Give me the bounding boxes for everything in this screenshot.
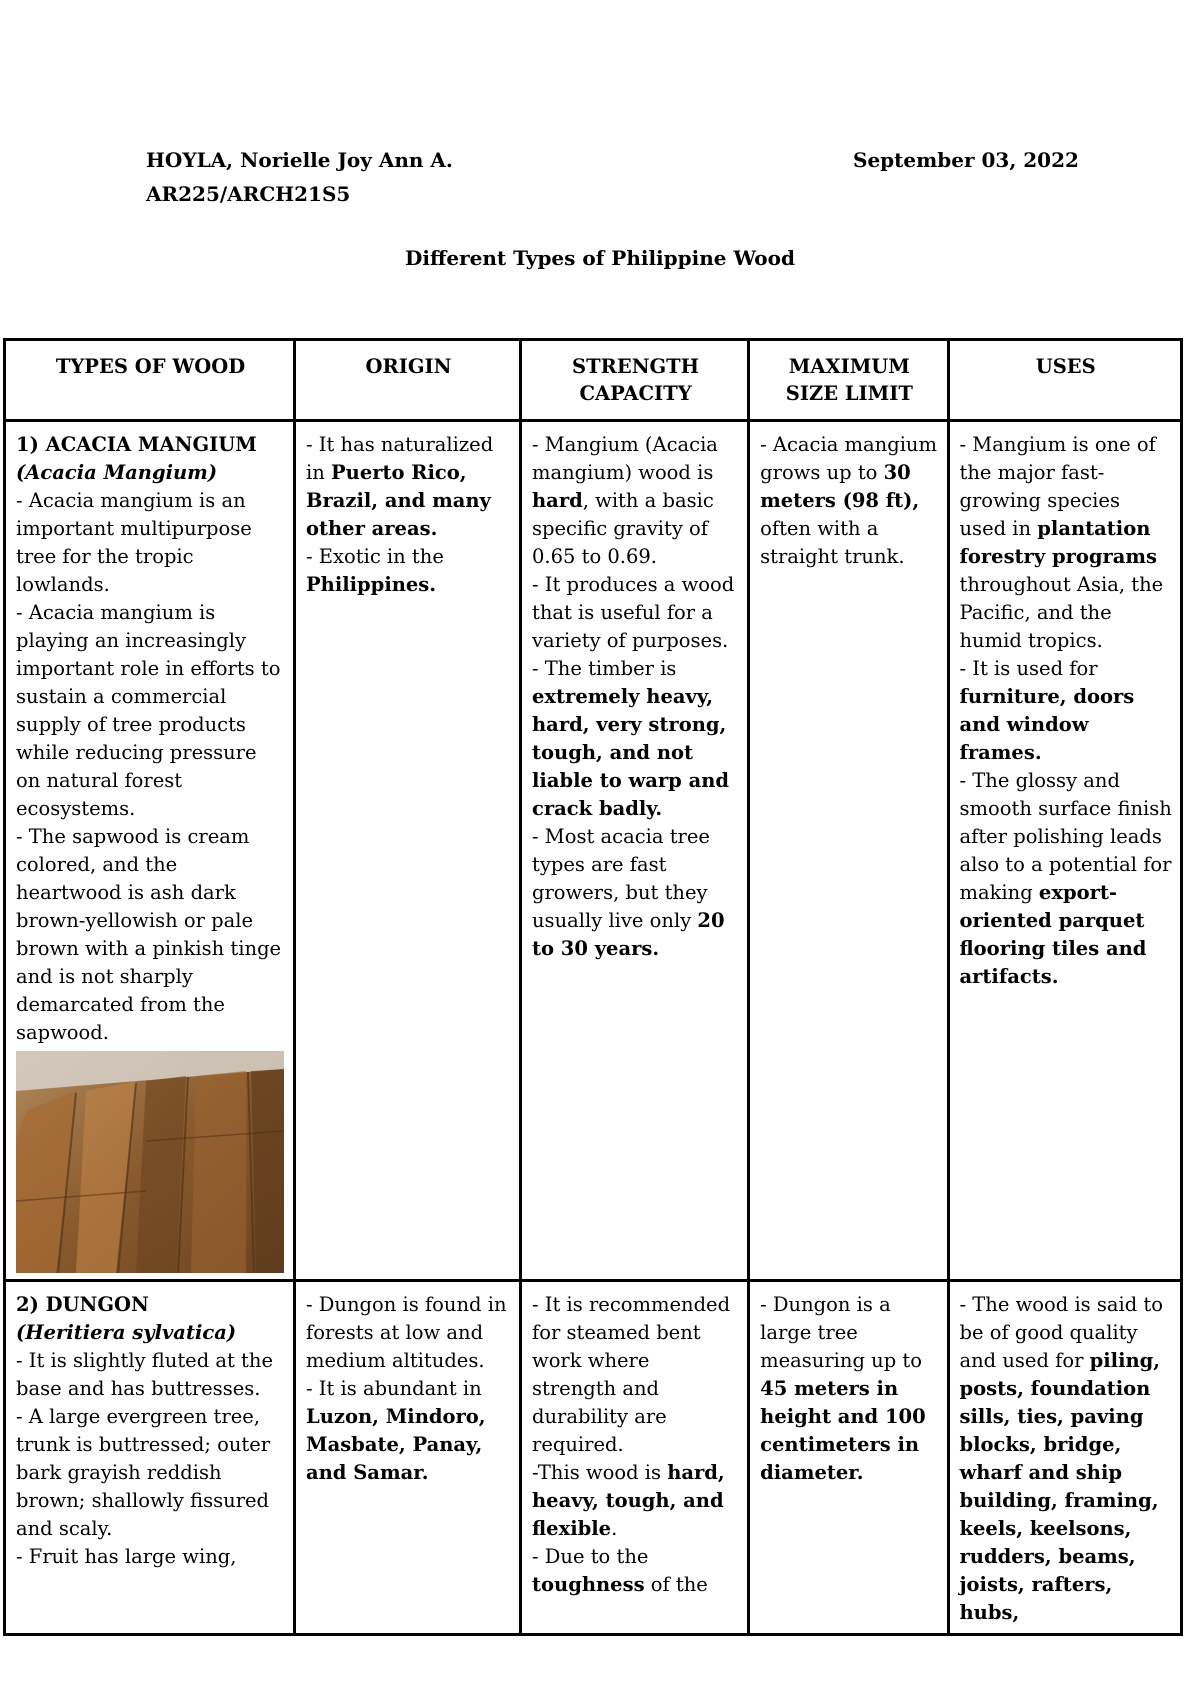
origin-text: - It has naturalized in [305,433,494,484]
origin-places: Luzon, Mindoro, Masbate, Panay, and Samar. [305,1405,486,1484]
uses-text: - The wood is said to be of good quality and used for [959,1293,1164,1372]
origin-text: - Exotic in the [305,545,444,568]
table-row [5,421,1182,1281]
description-line: - Fruit has large wing, [16,1545,237,1568]
size-emphasis: 45 meters in height and 100 centimeters in diameter. [760,1377,926,1484]
uses-text: - Mangium is one of the major fast-growing species used in [959,433,1156,540]
column-header-types: TYPES OF WOOD [5,340,295,421]
uses-cell [948,421,1182,1281]
origin-text: - It is abundant in [305,1377,482,1400]
strength-text: -This wood is [532,1461,668,1484]
strength-text: - It is recommended for steamed bent work where strength and durability are required. [532,1293,731,1456]
strength-text: - Most acacia tree types are fast growers, but they usually live only [532,825,710,932]
wood-name: 1) ACACIA MANGIUM [16,433,257,456]
wood-types-table [3,338,1183,1636]
column-header-uses: USES [948,340,1182,421]
origin-cell [294,421,520,1281]
wood-type-cell [5,1281,295,1635]
description-line: - It is slightly fluted at the base and has buttresses. [16,1349,273,1400]
wood-name: 2) DUNGON [16,1293,149,1316]
uses-text: throughout Asia, the Pacific, and the humid tropics. [959,573,1164,652]
table-header-row [5,340,1182,421]
size-text: - Dungon is a large tree measuring up to [760,1293,922,1372]
description-line: - Acacia mangium is an important multipurpose tree for the tropic lowlands. [16,489,252,596]
uses-emphasis: export-oriented parquet flooring tiles and artifacts. [959,881,1147,988]
uses-emphasis: piling, posts, foundation sills, ties, paving blocks, bridge, wharf and ship building, framing, keels, keelsons, rudders, beams, joists, rafters, hubs, [959,1349,1161,1624]
strength-text: of the [644,1573,708,1596]
size-cell [749,421,948,1281]
column-header-origin: ORIGIN [294,340,520,421]
acacia-wood-photo [16,1051,284,1273]
uses-cell [948,1281,1182,1635]
document-date: September 03, 2022 [853,148,1079,172]
strength-text: - The timber is [532,657,677,680]
strength-text: - Due to the [532,1545,649,1568]
strength-text: - Mangium (Acacia mangium) wood is [532,433,718,484]
strength-cell [521,421,749,1281]
size-emphasis: 30 meters (98 ft), [760,461,920,512]
origin-country: Philippines. [305,573,437,596]
strength-emphasis: 20 to 30 years. [532,909,725,960]
wood-type-cell [5,421,295,1281]
strength-emphasis: hard [532,489,583,512]
description-line: - A large evergreen tree, trunk is buttressed; outer bark grayish reddish brown; shallowly fissured and scaly. [16,1405,271,1540]
strength-text: , with a basic specific gravity of 0.65 to 0.69. [532,489,714,568]
document-title: Different Types of Philippine Wood [405,246,795,270]
scientific-name: (Heritiera sylvatica) [16,1321,237,1344]
strength-cell [521,1281,749,1635]
size-text: - Acacia mangium grows up to [760,433,937,484]
size-text: often with a straight trunk. [760,517,905,568]
description-line: - Acacia mangium is playing an increasingly important role in efforts to sustain a commercial supply of tree products while reducing pressure on natural forest ecosystems. [16,601,281,820]
strength-emphasis: toughness [532,1573,645,1596]
strength-text: . [611,1517,618,1540]
size-cell [749,1281,948,1635]
author-name: HOYLA, Norielle Joy Ann A. [146,148,453,172]
strength-emphasis: hard, heavy, tough, and flexible [532,1461,725,1540]
scientific-name: (Acacia Mangium) [16,461,218,484]
uses-text: - It is used for [959,657,1098,680]
origin-cell [294,1281,520,1635]
course-code: AR225/ARCH21S5 [146,182,351,206]
uses-emphasis: plantation forestry programs [959,517,1158,568]
strength-text: - It produces a wood that is useful for a variety of purposes. [532,573,735,652]
column-header-size: MAXIMUM SIZE LIMIT [749,340,948,421]
origin-places: Puerto Rico, Brazil, and many other areas. [305,461,491,540]
column-header-strength: STRENGTH CAPACITY [521,340,749,421]
table-row [5,1281,1182,1635]
uses-text: - The glossy and smooth surface finish after polishing leads also to a potential for making [959,769,1172,904]
strength-emphasis: extremely heavy, hard, very strong, tough, and not liable to warp and crack badly. [532,685,730,820]
origin-text: - Dungon is found in forests at low and medium altitudes. [305,1293,507,1372]
description-line: - The sapwood is cream colored, and the heartwood is ash dark brown-yellowish or pale brown with a pinkish tinge and is not sharply demarcated from the sapwood. [16,825,282,1044]
uses-emphasis: furniture, doors and window frames. [959,685,1135,764]
